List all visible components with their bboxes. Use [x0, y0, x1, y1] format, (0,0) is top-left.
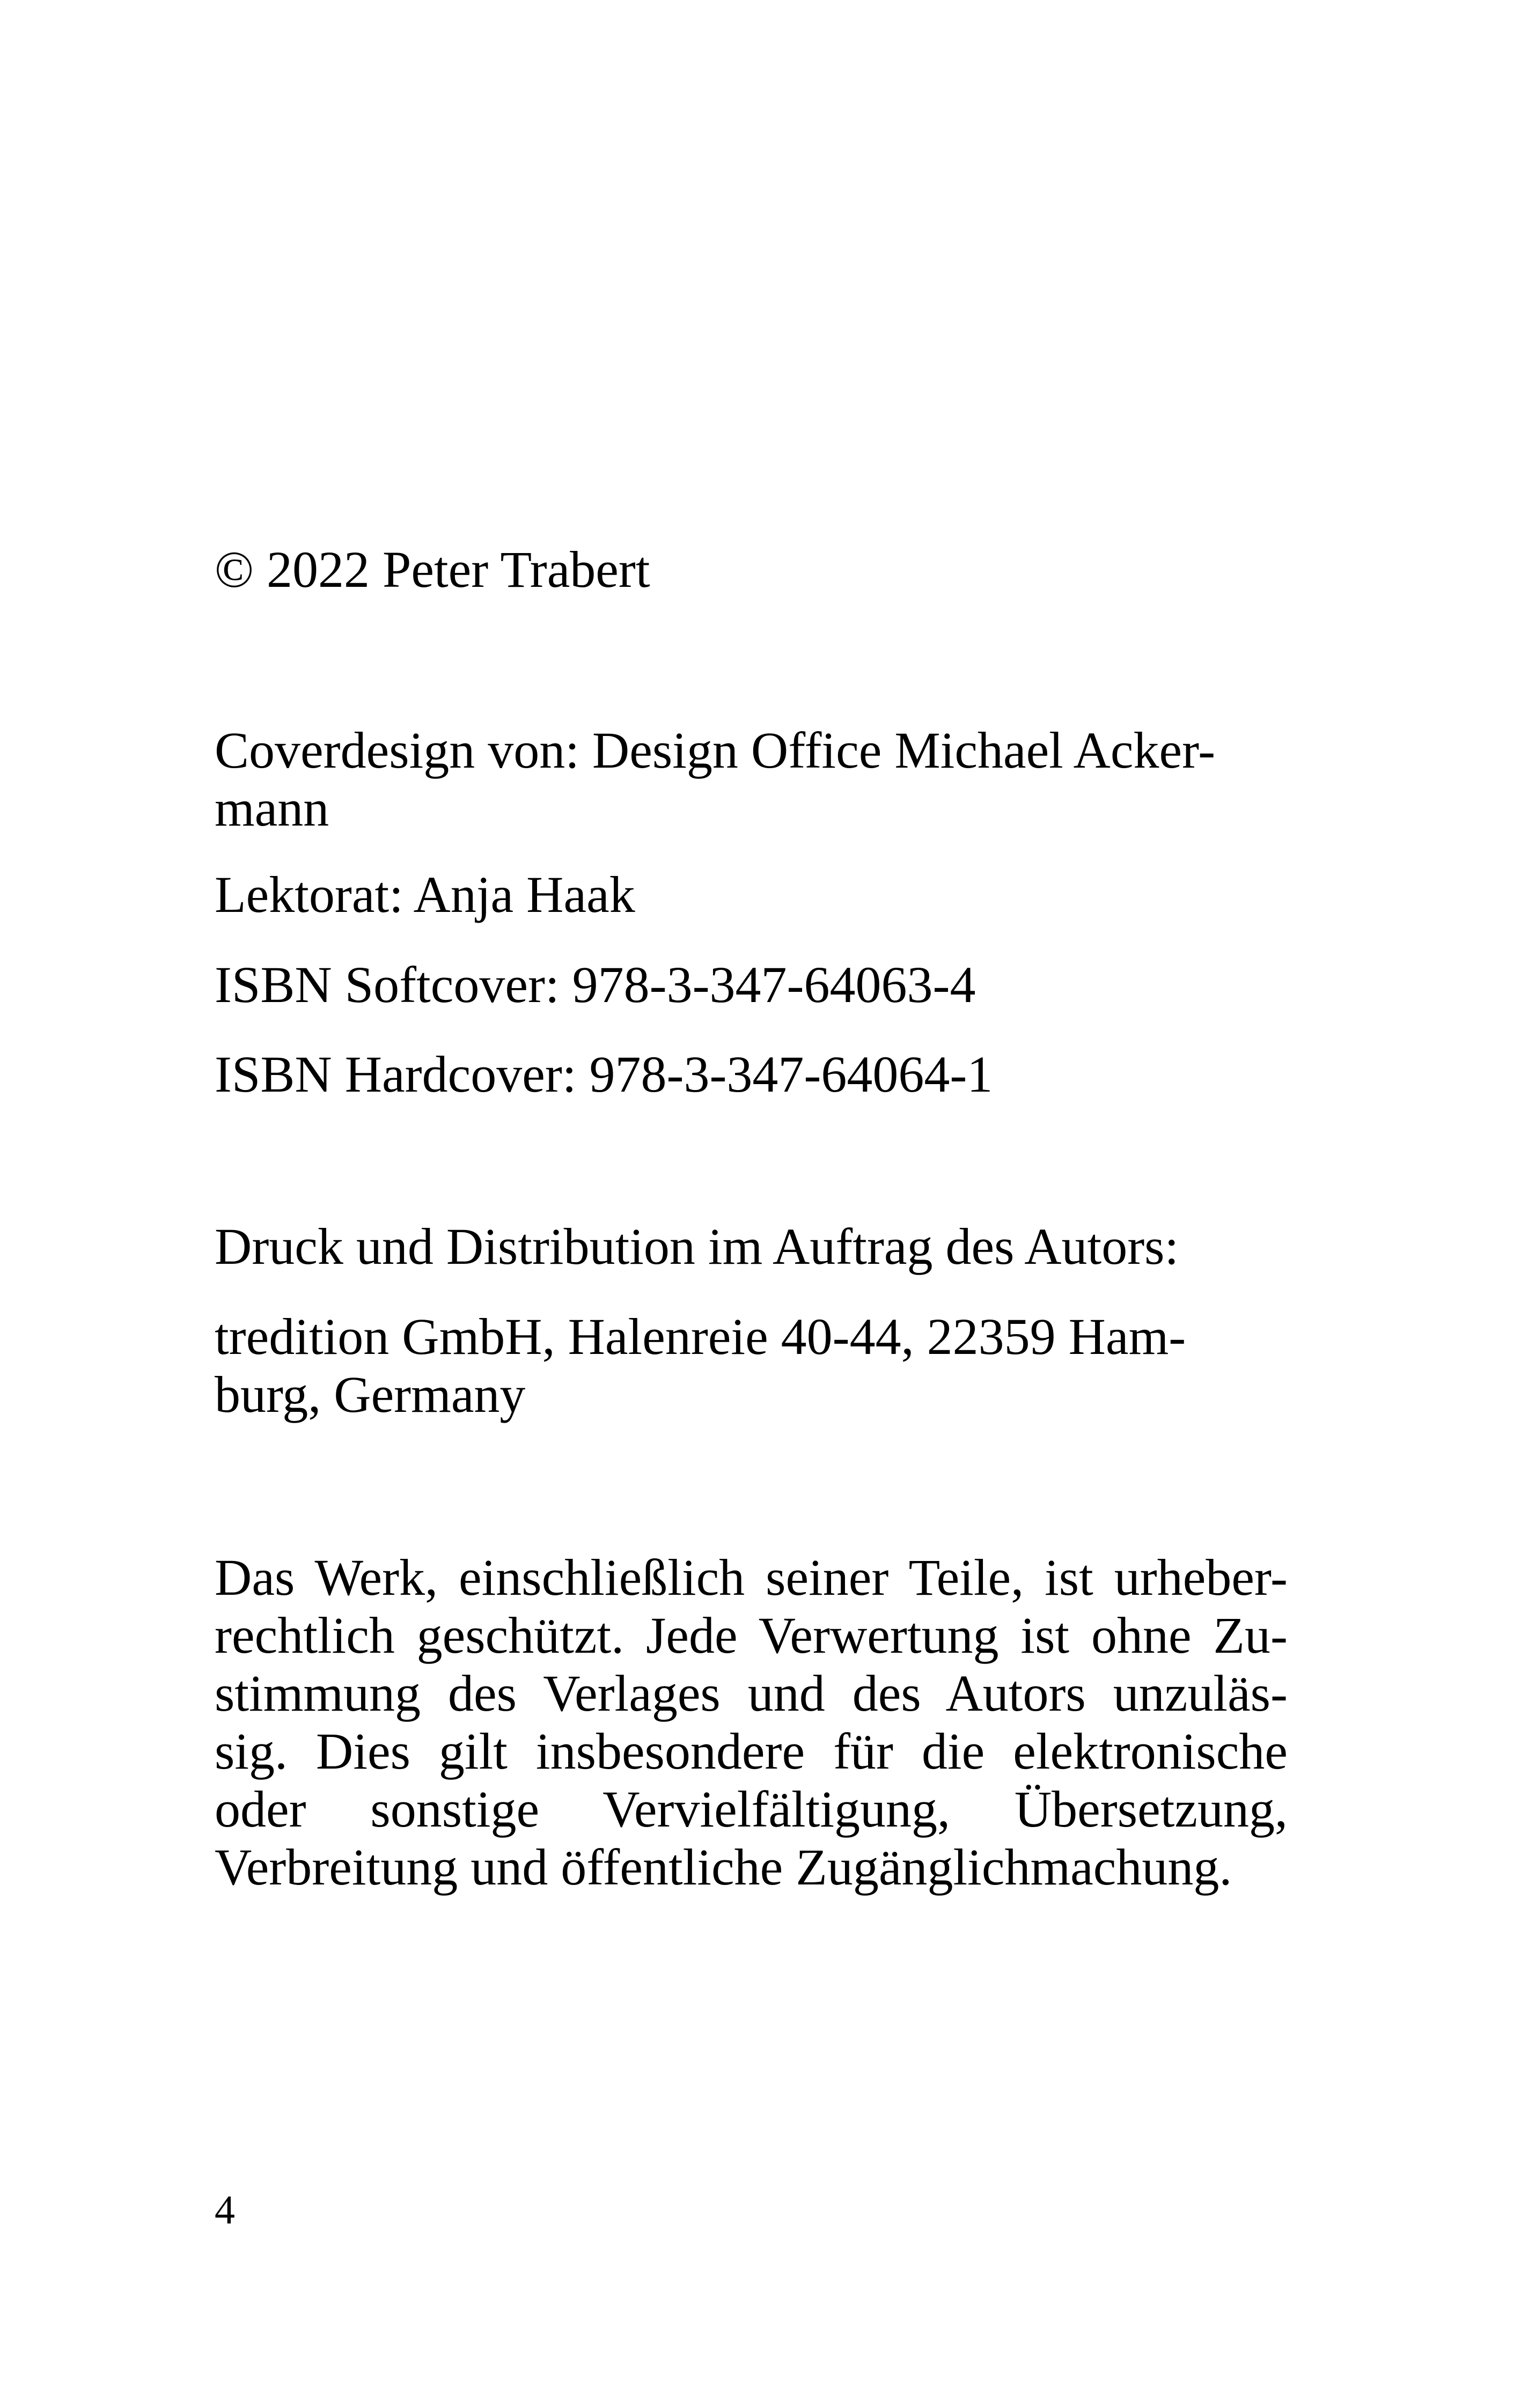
rights-notice — [215, 1549, 1288, 1896]
copyright-text: © 2022 Peter Trabert — [215, 541, 650, 598]
isbn-softcover — [215, 956, 1288, 1014]
isbn-softcover-text: ISBN Softcover: 978-3-347-64063-4 — [215, 956, 976, 1013]
isbn-hardcover — [215, 1045, 1288, 1103]
publisher-intro-text: Druck und Distribution im Auftrag des Autors: — [215, 1218, 1179, 1275]
isbn-hardcover-text: ISBN Hardcover: 978-3-347-64064-1 — [215, 1045, 993, 1103]
publisher-address-line-1: tredition GmbH, Halenreie 40-44, 22359 Ham- — [215, 1308, 1186, 1365]
copyright-line — [215, 541, 1288, 599]
rights-notice-line: stimmung des Verlages und des Autors unzuläs- — [215, 1665, 1288, 1722]
page-number: 4 — [215, 2188, 235, 2233]
cover-design-line-2: mann — [215, 779, 329, 837]
rights-notice-line: Das Werk, einschließlich seiner Teile, ist urheber- — [215, 1549, 1288, 1606]
publisher-intro — [215, 1218, 1288, 1276]
publisher-address — [215, 1308, 1288, 1424]
cover-design-line-1: Coverdesign von: Design Office Michael Acker- — [215, 721, 1216, 779]
publisher-address-line-2: burg, Germany — [215, 1366, 526, 1423]
rights-notice-line: sig. Dies gilt insbesondere für die elektronische — [215, 1722, 1288, 1780]
rights-notice-line: Verbreitung und öffentliche Zugänglichmachung. — [215, 1838, 1232, 1896]
rights-notice-line: rechtlich geschützt. Jede Verwertung ist ohne Zu- — [215, 1607, 1288, 1664]
editing-text: Lektorat: Anja Haak — [215, 866, 635, 923]
editing-credit — [215, 866, 1288, 924]
rights-notice-line: oder sonstige Vervielfältigung, Übersetzung, — [215, 1780, 1288, 1838]
credits-section — [215, 721, 1288, 837]
